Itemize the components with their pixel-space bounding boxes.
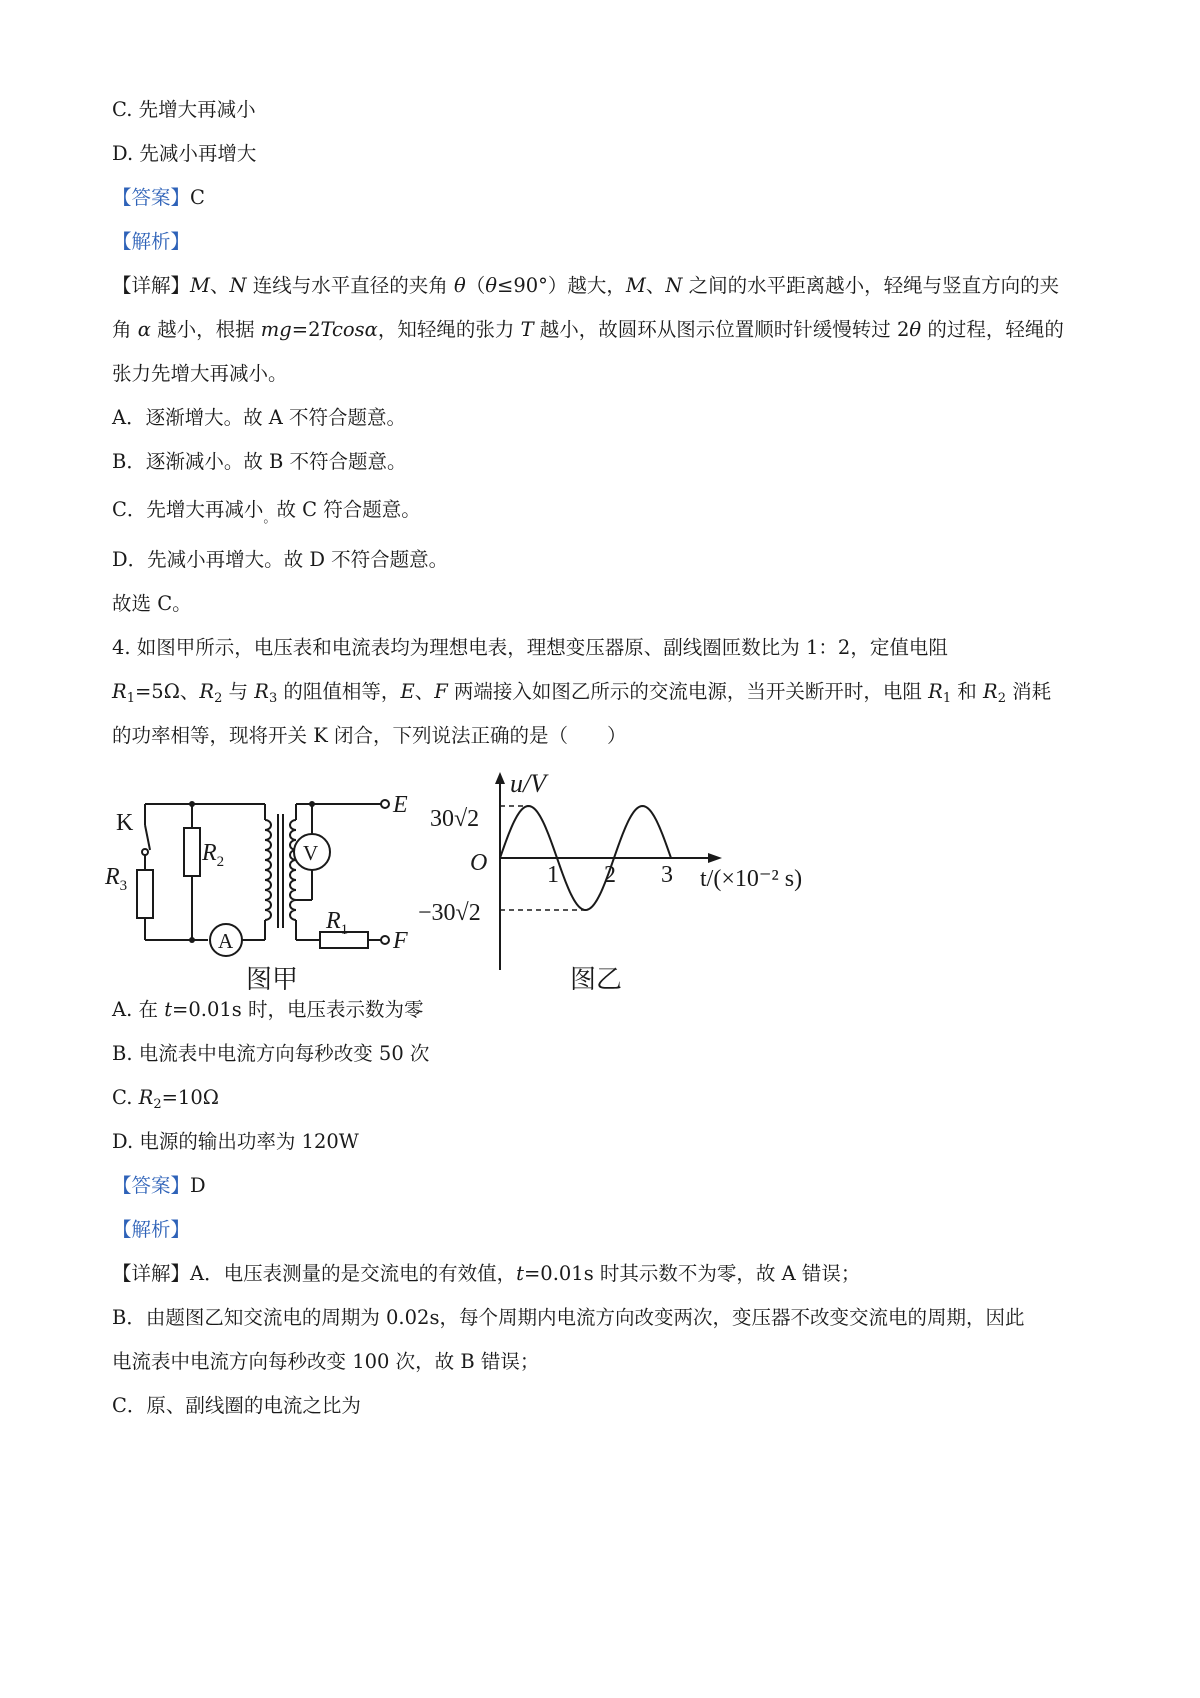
q4-option-c: C. $R_2=10\Omega$ — [112, 1086, 219, 1112]
detail-line-3: 张力先增大再减小。 — [112, 362, 288, 385]
r3-label: $R_3$ — [105, 864, 128, 894]
r1-label: $R_1$ — [326, 908, 349, 938]
answer-tag: 【答案】 — [112, 186, 191, 209]
x-axis-arrow — [708, 853, 722, 863]
terminal-e: E — [393, 792, 408, 818]
y-axis-arrow — [495, 772, 505, 784]
q4-line-1: 4. 如图甲所示，电压表和电流表均为理想电表，理想变压器原、副线圈匝数比为 1：2，定值电阻 — [112, 636, 948, 659]
caption-right: 图乙 — [570, 965, 623, 990]
x-tick-2: 2 — [604, 862, 616, 888]
ymax-label: 30√2 — [430, 806, 480, 832]
ymin-label: −30√2 — [418, 900, 481, 926]
explanation-c: C．先增大再减小$_。$故 C 符合题意。 — [112, 498, 421, 526]
answer-line — [112, 184, 205, 212]
conclusion: 故选 C。 — [112, 592, 192, 615]
x-tick-1: 1 — [547, 862, 559, 888]
x-axis-label: t/(×10⁻² s) — [700, 866, 803, 892]
r2-label: $R_2$ — [202, 840, 225, 870]
circuit-diagram — [137, 800, 389, 956]
q4-detail-b2: 电流表中电流方向每秒改变 100 次，故 B 错误； — [112, 1350, 540, 1373]
q4-answer-value: D — [190, 1174, 206, 1197]
q4-detail-a: 【详解】A．电压表测量的是交流电的有效值，t=0.01s 时其示数不为零，故 A 错误； — [112, 1262, 861, 1285]
q4-answer-tag: 【答案】 — [112, 1174, 191, 1197]
waveform-chart — [418, 770, 802, 990]
q4-option-d: D. 电源的输出功率为 120W — [112, 1130, 359, 1153]
explanation-d: D．先减小再增大。故 D 不符合题意。 — [112, 548, 449, 571]
q4-detail-b1: B．由题图乙知交流电的周期为 0.02s，每个周期内电流方向改变两次，变压器不改变交流电的周期，因此 — [112, 1306, 1025, 1329]
origin-label: O — [470, 850, 488, 876]
caption-left: 图甲 — [246, 965, 299, 990]
q4-analysis-tag: 【解析】 — [112, 1218, 191, 1241]
q4-line-3: 的功率相等，现将开关 K 闭合，下列说法正确的是（ ） — [112, 724, 627, 747]
x-tick-3: 3 — [661, 862, 673, 888]
terminal-f: F — [393, 928, 408, 954]
q4-line-2: $R_1=5\Omega$、$R_2$ 与 $R_3$ 的阻值相等，E、F 两端接入如图乙所示的交流电源，当开关断开时，电阻 $R_1$ 和 $R_2$ 消耗 — [112, 680, 1052, 706]
detail-line-2: 角 α 越小，根据 mg=2Tcosα，知轻绳的张力 T 越小，故圆环从图示位置顺时针缓慢转过 2θ 的过程，轻绳的 — [112, 318, 1064, 341]
detail-line-1: 【详解】M、N 连线与水平直径的夹角 θ（θ≤90°）越大，M、N 之间的水平距离越小，轻绳与竖直方向的夹 — [112, 274, 1060, 297]
voltmeter-label: V — [303, 841, 319, 865]
answer-value: C — [190, 186, 205, 209]
analysis-tag: 【解析】 — [112, 230, 191, 253]
figure — [100, 770, 900, 990]
q4-detail-c: C．原、副线圈的电流之比为 — [112, 1394, 361, 1417]
switch-label: K — [116, 810, 134, 836]
y-axis-label: u/V — [510, 770, 547, 798]
explanation-a: A．逐渐增大。故 A 不符合题意。 — [112, 406, 407, 429]
option-d: D. 先减小再增大 — [112, 142, 257, 165]
explanation-b: B．逐渐减小。故 B 不符合题意。 — [112, 450, 407, 473]
q4-option-b: B. 电流表中电流方向每秒改变 50 次 — [112, 1042, 430, 1065]
q4-answer-line — [112, 1172, 206, 1200]
ammeter-label: A — [218, 929, 234, 953]
q4-option-a: A. 在 t=0.01s 时，电压表示数为零 — [112, 998, 424, 1021]
option-c: C. 先增大再减小 — [112, 98, 256, 121]
